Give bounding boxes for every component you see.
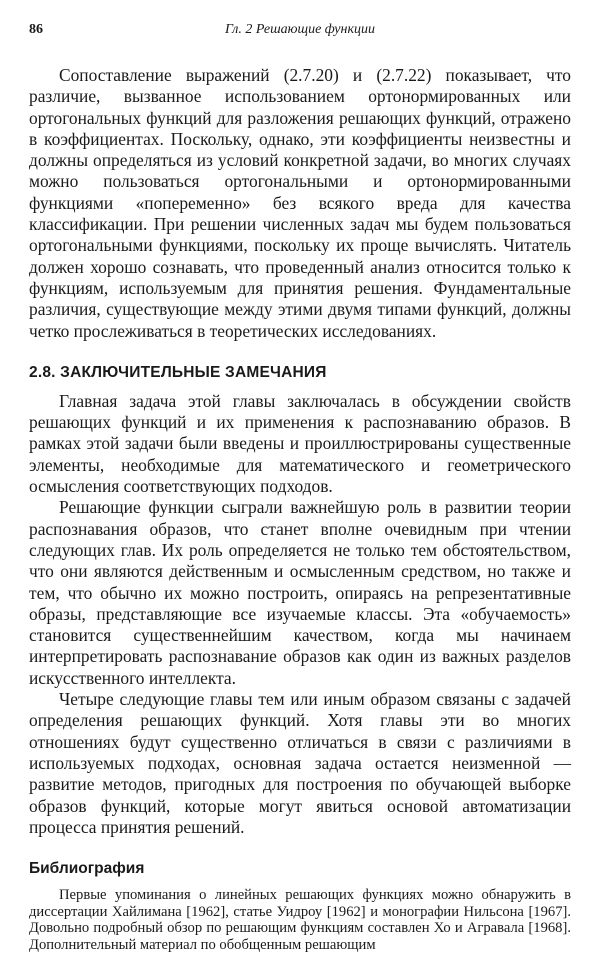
bibliography-paragraph: Первые упоминания о линейных решающих функциях можно обнаружить в диссертации Хайлимана [1962], статье Уидроу [1962] и монографии Нильсона [1967]. Довольно подробный обзор по решающим функциям составлен Хо и Агравала [1968]. Дополнительный материал по обобщенным решающим — [29, 887, 571, 953]
section-paragraph-2: Решающие функции сыграли важнейшую роль в развитии теории распознавания образов, что станет вполне очевидным при чтении следующих глав. Их роль определяется не только тем обстоятельством, что они являются действенным и осмысленным средством, но также и тем, что обычно их можно построить, опираясь на репрезентативные образы, представляющие все изучаемые классы. Эта «обучаемость» становится существеннейшим качеством, когда мы начинаем интерпретировать распознавание образов как один из важных разделов искусственного интеллекта. — [29, 497, 571, 688]
book-page — [29, 22, 571, 953]
section-heading: 2.8. ЗАКЛЮЧИТЕЛЬНЫЕ ЗАМЕЧАНИЯ — [29, 363, 327, 381]
running-title: Гл. 2 Решающие функции — [225, 22, 375, 37]
running-head — [29, 22, 571, 44]
section-paragraph-1: Главная задача этой главы заключалась в обсуждении свойств решающих функций и их применения к распознаванию образов. В рамках этой задачи были введены и проиллюстрированы существенные элементы, необходимые для математического и геометрического осмысления соответствующих подходов. — [29, 390, 571, 497]
page-number: 86 — [29, 22, 43, 37]
intro-paragraph: Сопоставление выражений (2.7.20) и (2.7.22) показывает, что различие, вызванное использованием ортонормированных или ортогональных функций для разложения решающих функций, отражено в коэффициентах. Поскольку, однако, эти коэффициенты неизвестны и должны определяться из условий конкретной задачи, во многих случаях можно пользоваться ортогональными и ортонормированными функциями «попеременно» без всякого вреда для качества классификации. При решении численных задач мы будем пользоваться ортогональными функциями, поскольку их проще вычислять. Читатель должен хорошо сознавать, что проведенный анализ относится только к функциям, используемым для принятия решения. Фундаментальные различия, существующие между этими двумя типами функций, должны четко прослеживаться в теоретических исследованиях. — [29, 65, 571, 341]
section-paragraph-3: Четыре следующие главы тем или иным образом связаны с задачей определения решающих функций. Хотя главы эти во многих отношениях будут существенно отличаться в связи с различиями в используемых подходах, основная задача остается неизменной — развитие методов, пригодных для построения по обучающей выборке образов функций, которые могут явиться основой автоматизации процесса принятия решений. — [29, 689, 571, 837]
bibliography-heading: Библиография — [29, 860, 145, 878]
